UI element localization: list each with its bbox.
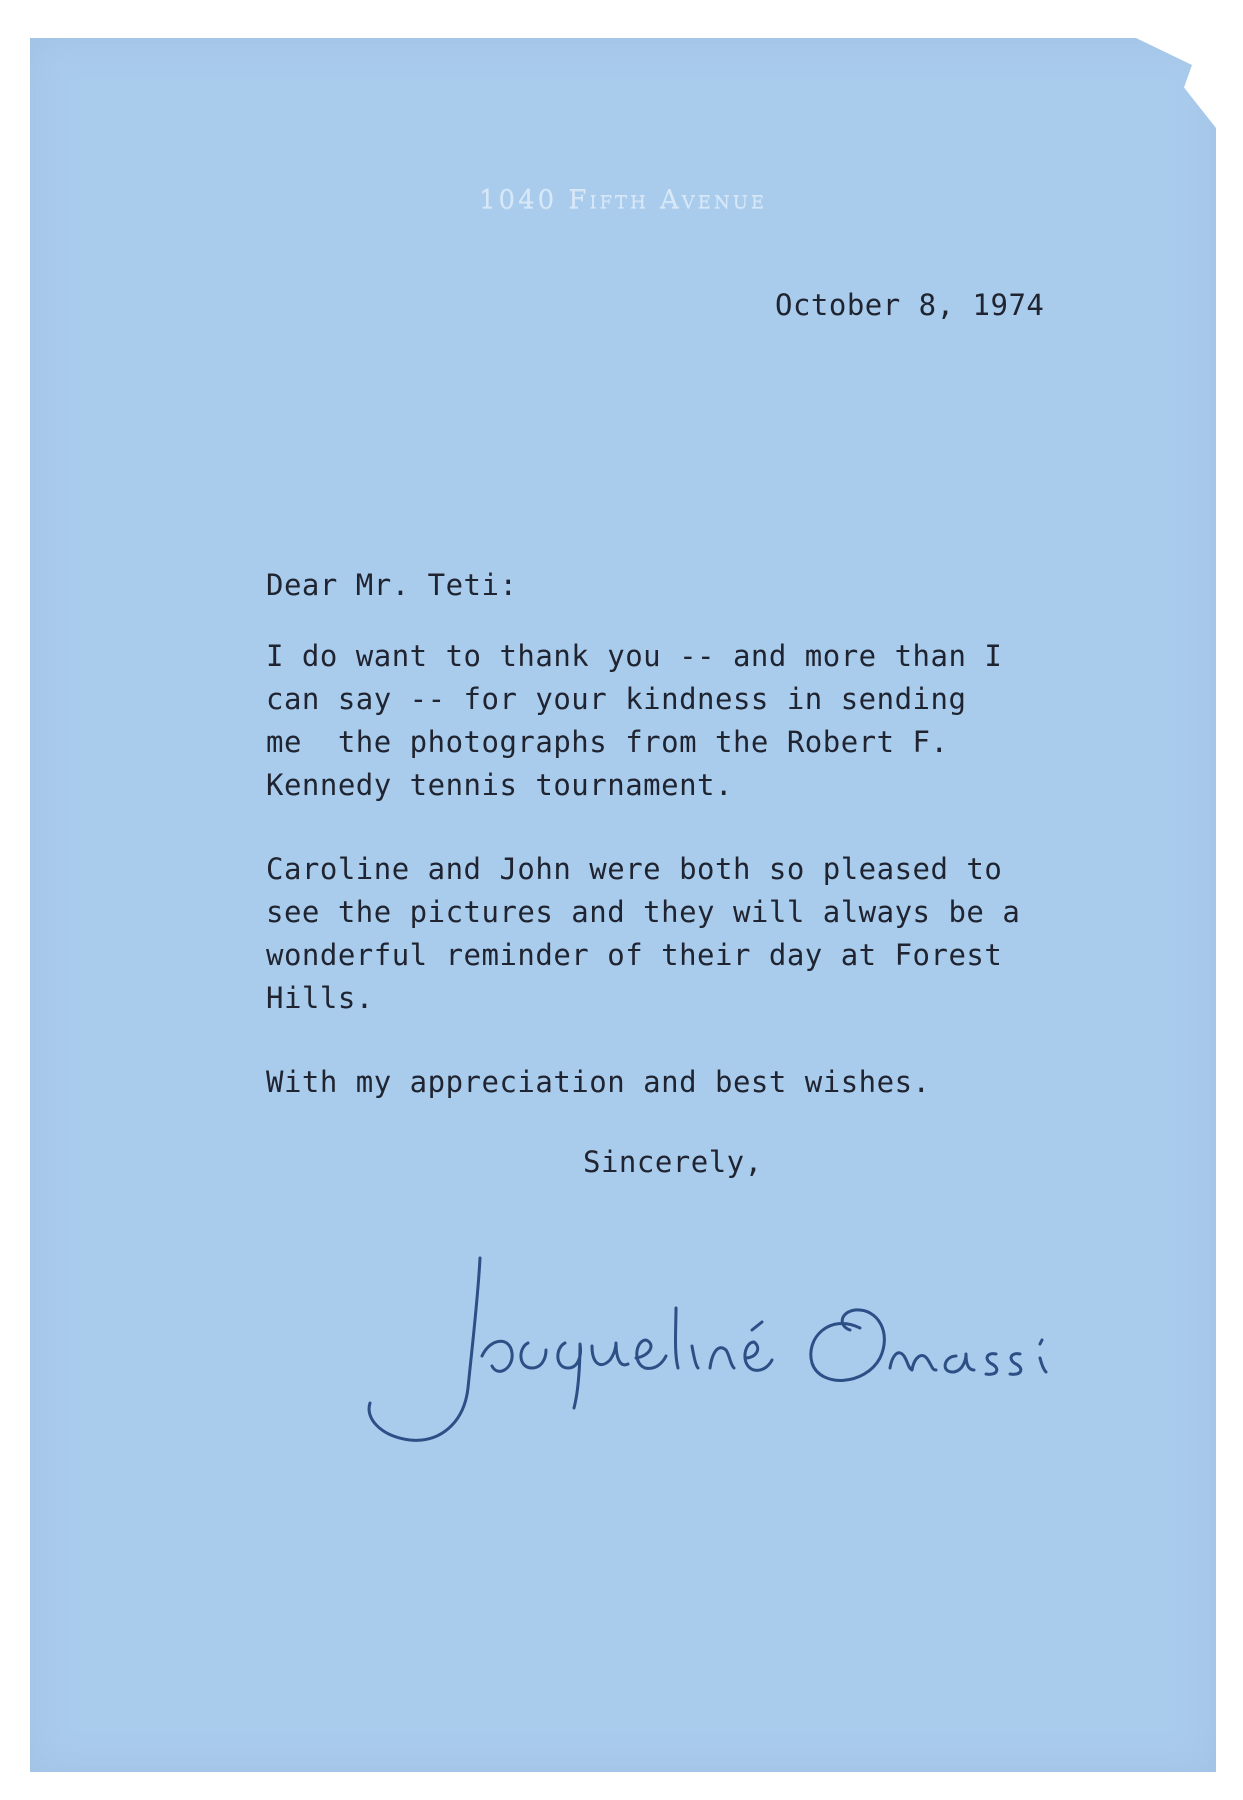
handwritten-signature (360, 1218, 1120, 1448)
paragraph-2: Caroline and John were both so pleased to see the pictures and they will always be a wonderful reminder of their day at Forest Hills. (266, 852, 1021, 1015)
paragraph-3: With my appreciation and best wishes. (266, 1065, 931, 1099)
torn-corner (1136, 38, 1216, 128)
letter-date: October 8, 1974 (775, 288, 1045, 322)
letterhead-address: 1040 Fifth Avenue (478, 185, 767, 215)
letter-paper (30, 38, 1216, 1772)
closing: Sincerely, (583, 1145, 763, 1179)
paragraph-1: I do want to thank you -- and more than I can say -- for your kindness in sending me the photographs from the Robert F. Kennedy tennis tournament. (266, 639, 1003, 802)
salutation: Dear Mr. Teti: (266, 568, 518, 602)
